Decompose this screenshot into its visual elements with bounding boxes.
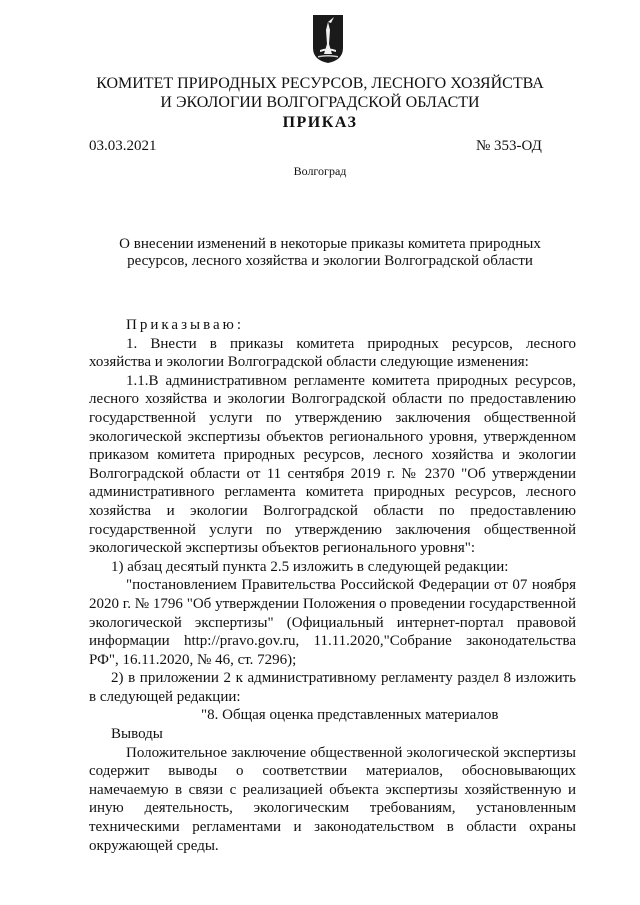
volgograd-coat-of-arms-icon (312, 14, 344, 64)
item-1-text: "постановлением Правительства Российской Федерации от 07 ноября 2020 г. № 1796 "Об утверждении Положения о проведении государственной экологической экспертизы" (Официальный интернет-портал правовой информации http://pravo.gov.ru, 11.11.2020,"Собрание законодательства РФ", 16.11.2020, № 46, ст. 7296); (89, 577, 576, 668)
document-number: № 353-ОД (476, 138, 542, 154)
committee-name-line2: И ЭКОЛОГИИ ВОЛГОГРАДСКОЙ ОБЛАСТИ (160, 94, 480, 111)
document-body (89, 316, 576, 855)
paragraph-1-1: 1.1.В административном регламенте комитета природных ресурсов, лесного хозяйства и экологии Волгоградской области по предоставлению государственной услуги по утверждению заключения общественной экологической экспертизы объектов регионального уровня, утвержденном приказом комитета природных ресурсов, лесного хозяйства и экологии Волгоградской области от 11 сентября 2019 г. № 2370 "Об утверждении административного регламента комитета природных ресурсов, лесного хозяйства и экологии Волгоградской области по предоставлению государственной услуги по утверждению заключения общественной экологической экспертизы объектов регионального уровня": (89, 372, 576, 557)
paragraph-1: 1. Внести в приказы комитета природных ресурсов, лесного хозяйства и экологии Волгоградской области следующие изменения: (89, 335, 576, 371)
document-date: 03.03.2021 (89, 138, 157, 154)
item-2: 2) в приложении 2 к административному регламенту раздел 8 изложить в следующей редакции: (89, 670, 576, 705)
document-subject: О внесении изменений в некоторые приказы комитета природных ресурсов, лесного хозяйства и экологии Волгоградской области (119, 236, 541, 269)
conclusions-heading: Выводы (111, 726, 163, 743)
committee-name-line1: КОМИТЕТ ПРИРОДНЫХ РЕСУРСОВ, ЛЕСНОГО ХОЗЯЙСТВА (96, 75, 544, 92)
order-word: Приказываю: (126, 317, 244, 333)
document-type-title: ПРИКАЗ (282, 114, 358, 131)
section-8-title: "8. Общая оценка представленных материалов (201, 707, 499, 724)
conclusions-text: Положительное заключение общественной экологической экспертизы содержит выводы о соответствии материалов, обосновывающих намечаемую в связи с реализацией объекта экспертизы хозяйственную и иную деятельность, экологическим требованиям, установленным техническими регламентами и законодательством в области охраны окружающей среды. (89, 744, 576, 854)
item-1: 1) абзац десятый пункта 2.5 изложить в следующей редакции: (111, 558, 509, 575)
document-city: Волгоград (293, 164, 347, 178)
